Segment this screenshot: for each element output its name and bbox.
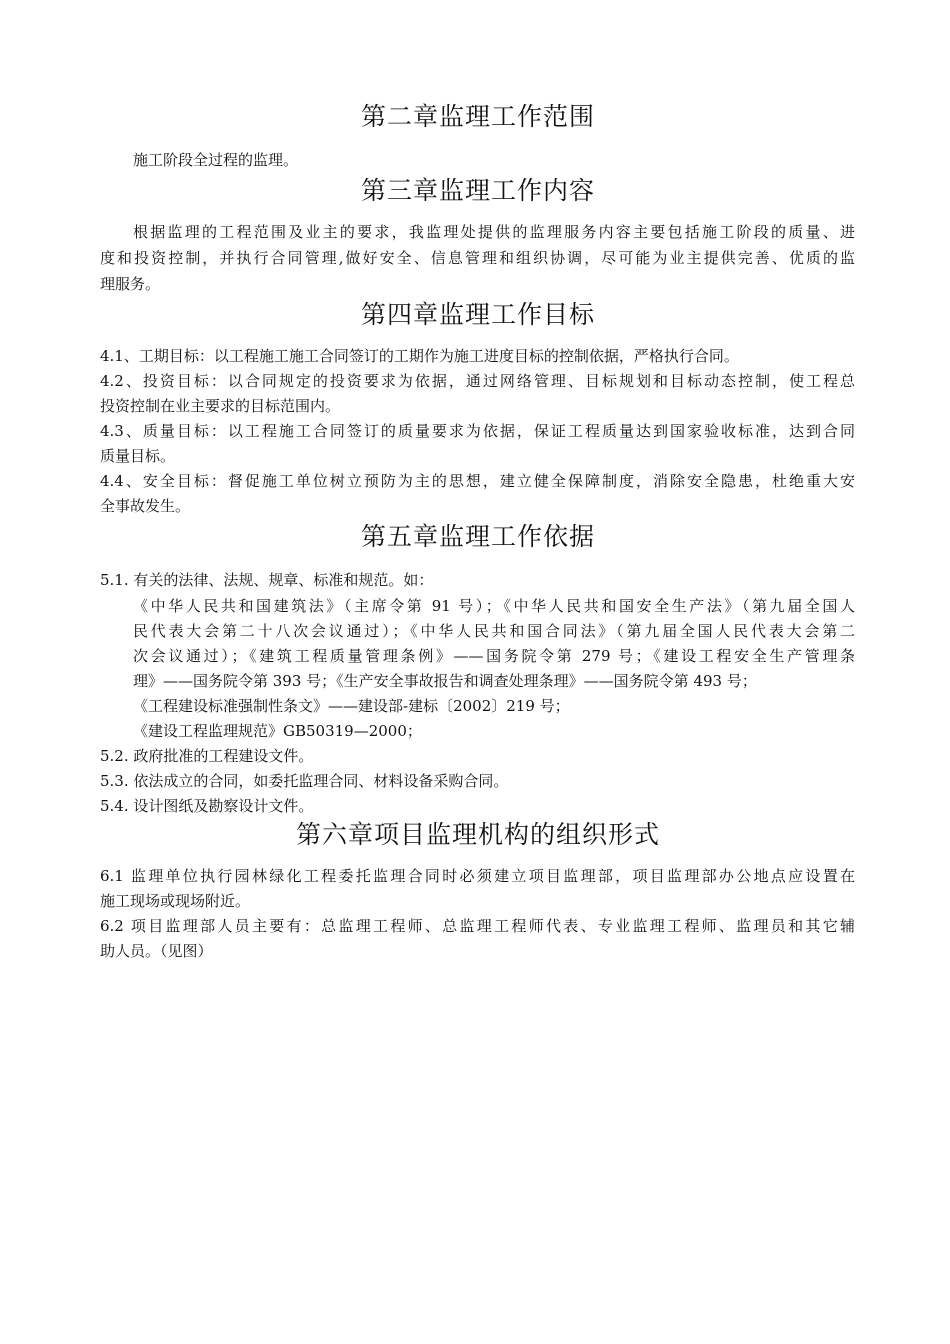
goal-schedule-line: 4.1、工期目标：以工程施工施工合同签订的工期作为施工进度目标的控制依据，严格执行合同。	[100, 347, 739, 365]
basis-item-5-3: 5.3. 依法成立的合同，如委托监理合同、材料设备采购合同。	[100, 772, 509, 790]
goal-investment-line: 投资控制在业主要求的目标范围内。	[100, 397, 341, 415]
law-list-line: 民代表大会第二十八次会议通过）；《中华人民共和国合同法》（第九届全国人民代表大会第二	[133, 622, 855, 640]
organization-item-6-1: 6.1 监理单位执行园林绿化工程委托监理合同时必须建立项目监理部，项目监理部办公地点应设置在	[100, 867, 855, 885]
basis-item-5-4: 5.4. 设计图纸及勘察设计文件。	[100, 797, 314, 815]
law-list-line: 次会议通过）；《建筑工程质量管理条例》——国务院令第 279 号；《建设工程安全生产管理条	[133, 647, 855, 665]
organization-item-6-2: 6.2 项目监理部人员主要有：总监理工程师、总监理工程师代表、专业监理工程师、监理员和其它辅	[100, 917, 855, 935]
goal-quality-line: 质量目标。	[100, 447, 176, 465]
law-list-line: 《建设工程监理规范》GB50319—2000；	[133, 722, 422, 740]
chapter-2-title: 第二章监理工作范围	[360, 102, 595, 131]
chapter-6-title: 第六章项目监理机构的组织形式	[295, 820, 660, 849]
goal-investment-line: 4.2、投资目标：以合同规定的投资要求为依据，通过网络管理、目标规划和目标动态控制，使工程总	[100, 372, 855, 390]
goal-quality-line: 4.3、质量目标：以工程施工合同签订的质量要求为依据，保证工程质量达到国家验收标准，达到合同	[100, 422, 855, 440]
goal-safety-line: 4.4、安全目标：督促施工单位树立预防为主的思想，建立健全保障制度，消除安全隐患，杜绝重大安	[100, 472, 855, 490]
chapter-2-text: 施工阶段全过程的监理。	[133, 151, 299, 169]
chapter-3-paragraph-line: 理服务。	[100, 275, 161, 293]
law-list-line: 《工程建设标准强制性条文》——建设部-建标〔2002〕219 号；	[133, 697, 570, 715]
basis-item-5-2: 5.2. 政府批准的工程建设文件。	[100, 747, 314, 765]
chapter-4-title: 第四章监理工作目标	[360, 300, 595, 329]
law-list-line: 《中华人民共和国建筑法》（主席令第 91 号）；《中华人民共和国安全生产法》（第九届全国人	[133, 597, 855, 615]
chapter-5-title: 第五章监理工作依据	[360, 522, 595, 551]
organization-item-6-1: 施工现场或现场附近。	[100, 892, 251, 910]
chapter-3-title: 第三章监理工作内容	[360, 176, 595, 205]
law-list-line: 理》——国务院令第 393 号；《生产安全事故报告和调查处理条理》——国务院令第 493 号；	[133, 672, 757, 690]
organization-item-6-2: 助人员。（见图）	[100, 942, 213, 960]
chapter-3-paragraph-line: 度和投资控制，并执行合同管理,做好安全、信息管理和组织协调，尽可能为业主提供完善、优质的监	[100, 249, 855, 267]
basis-item-5-1: 5.1. 有关的法律、法规、规章、标准和规范。如：	[100, 571, 434, 589]
goal-safety-line: 全事故发生。	[100, 497, 191, 515]
chapter-3-paragraph-line: 根据监理的工程范围及业主的要求，我监理处提供的监理服务内容主要包括施工阶段的质量、进	[133, 223, 855, 241]
